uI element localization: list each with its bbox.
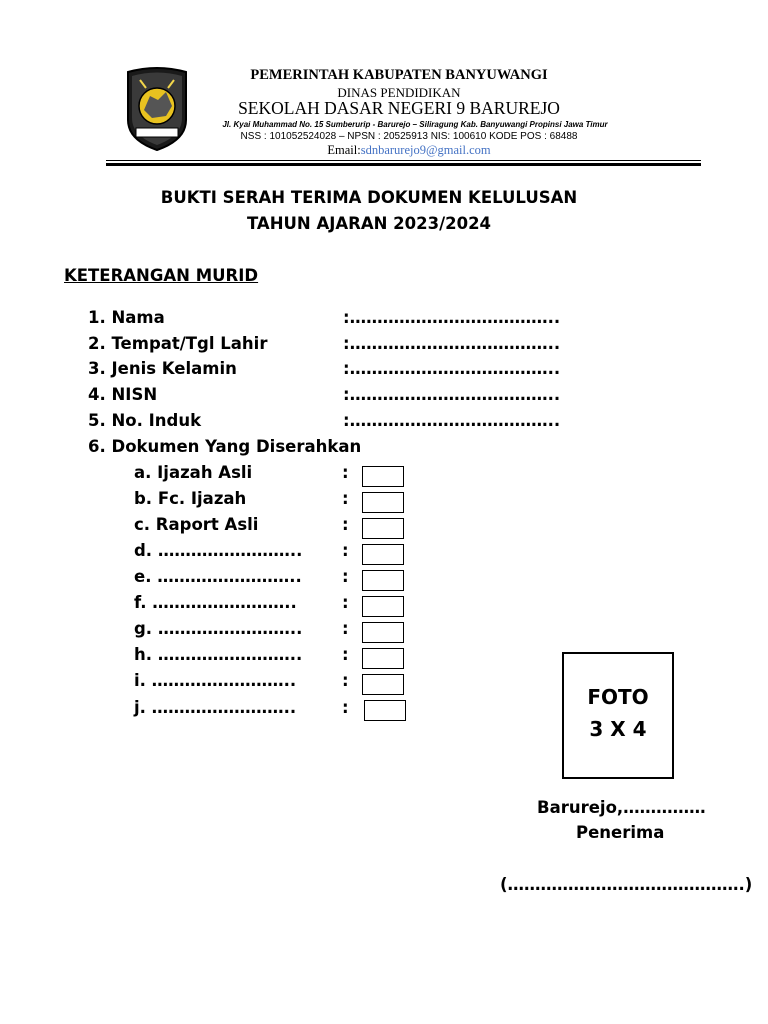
field-value-no-induk: :………………………………..	[343, 411, 561, 430]
document-colon-g: :	[342, 619, 349, 638]
school-logo	[120, 66, 194, 154]
photo-label: FOTO	[587, 685, 649, 709]
field-label-tempat-tgl-lahir: 2. Tempat/Tgl Lahir	[88, 334, 268, 353]
photo-placeholder-box	[562, 652, 674, 779]
document-checkbox-i[interactable]	[362, 674, 404, 695]
document-label-i: i. ……………………..	[134, 671, 297, 690]
document-checkbox-g[interactable]	[362, 622, 404, 643]
field-value-nama: :………………………………..	[343, 308, 561, 327]
document-checkbox-d[interactable]	[362, 544, 404, 565]
letterhead-divider-thick	[106, 163, 701, 166]
document-colon-i: :	[342, 671, 349, 690]
email-label: Email:	[327, 143, 361, 157]
document-label-d: d. ……………………..	[134, 541, 303, 560]
signature-role: Penerima	[576, 823, 665, 842]
document-checkbox-a[interactable]	[362, 466, 404, 487]
document-checkbox-b[interactable]	[362, 492, 404, 513]
document-label-f: f. ……………………..	[134, 593, 297, 612]
letterhead-email	[190, 143, 628, 158]
document-checkbox-c[interactable]	[362, 518, 404, 539]
signature-name-line: (…………………………………….)	[500, 875, 753, 894]
document-checkbox-j[interactable]	[364, 700, 406, 721]
field-label-nama: 1. Nama	[88, 308, 165, 327]
document-label-b: b. Fc. Ijazah	[134, 489, 247, 508]
document-colon-a: :	[342, 463, 349, 482]
document-colon-j: :	[342, 698, 349, 717]
field-value-tempat-tgl-lahir: :………………………………..	[343, 334, 561, 353]
letterhead-ids: NSS : 101052524028 – NPSN : 20525913 NIS: 100610 KODE POS : 68488	[240, 131, 578, 142]
field-value-jenis-kelamin: :………………………………..	[343, 359, 561, 378]
document-label-h: h. ……………………..	[134, 645, 303, 664]
document-colon-f: :	[342, 593, 349, 612]
document-colon-d: :	[342, 541, 349, 560]
section-heading: KETERANGAN MURID	[64, 266, 259, 285]
document-colon-h: :	[342, 645, 349, 664]
document-title: BUKTI SERAH TERIMA DOKUMEN KELULUSAN	[160, 188, 578, 207]
document-checkbox-e[interactable]	[362, 570, 404, 591]
document-subtitle: TAHUN AJARAN 2023/2024	[246, 214, 492, 233]
letterhead-address: Jl. Kyai Muhammad No. 15 Sumberurip - Barurejo – Siliragung Kab. Banyuwangi Propinsi Jawa Timur	[222, 120, 608, 129]
field-label-jenis-kelamin: 3. Jenis Kelamin	[88, 359, 237, 378]
document-label-a: a. Ijazah Asli	[134, 463, 253, 482]
document-checkbox-f[interactable]	[362, 596, 404, 617]
document-label-e: e. ……………………..	[134, 567, 302, 586]
letterhead-line-government: PEMERINTAH KABUPATEN BANYUWANGI	[250, 67, 548, 83]
letterhead-school-name: SEKOLAH DASAR NEGERI 9 BARUREJO	[238, 98, 560, 118]
field-label-no-induk: 5. No. Induk	[88, 411, 202, 430]
document-checkbox-h[interactable]	[362, 648, 404, 669]
document-colon-e: :	[342, 567, 349, 586]
letterhead-line-department: DINAS PENDIDIKAN	[337, 85, 461, 100]
document-colon-b: :	[342, 489, 349, 508]
letterhead-divider-thin	[106, 160, 701, 161]
document-label-c: c. Raport Asli	[134, 515, 259, 534]
photo-size-label: 3 X 4	[589, 717, 647, 741]
email-link[interactable]: sdnbarurejo9@gmail.com	[360, 143, 491, 157]
document-label-j: j. ……………………..	[134, 698, 297, 717]
document-label-g: g. ……………………..	[134, 619, 303, 638]
field-value-nisn: :………………………………..	[343, 385, 561, 404]
signature-place-date: Barurejo,……………	[537, 798, 706, 817]
documents-heading: 6. Dokumen Yang Diserahkan	[88, 437, 362, 456]
field-label-nisn: 4. NISN	[88, 385, 158, 404]
document-colon-c: :	[342, 515, 349, 534]
